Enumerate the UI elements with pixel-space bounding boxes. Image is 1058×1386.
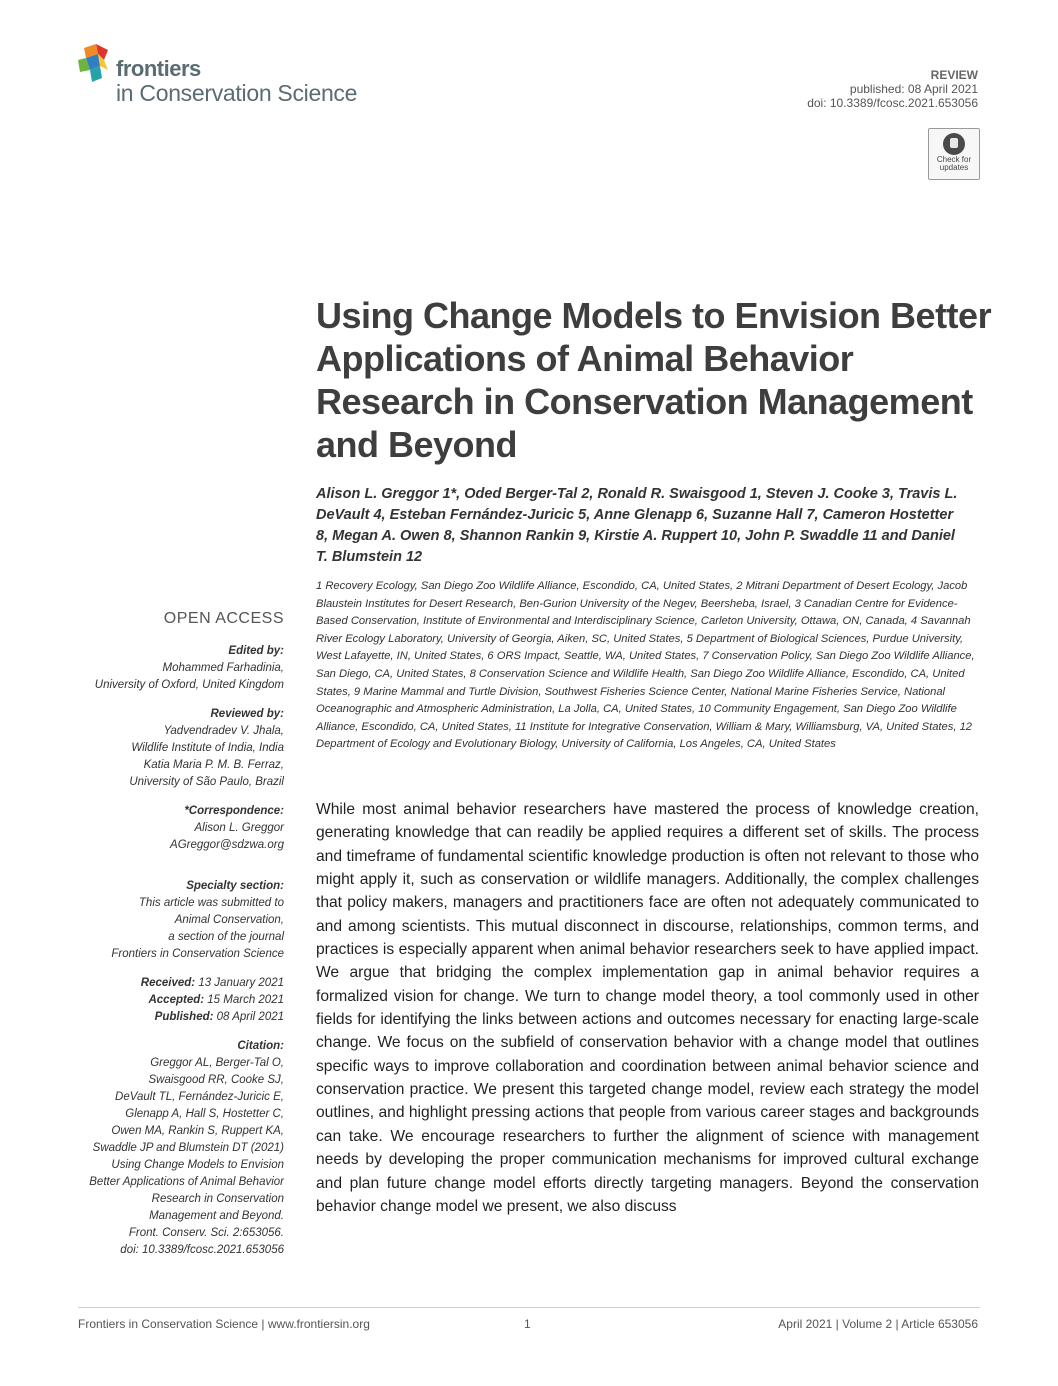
reviewer-name: Katia Maria P. M. B. Ferraz, (143, 759, 284, 771)
citation-line: Using Change Models to Envision (111, 1159, 284, 1171)
published-date-sidebar: 08 April 2021 (216, 1011, 284, 1023)
correspondence-email[interactable]: AGreggor@sdzwa.org (170, 839, 284, 851)
journal-name: in Conservation Science (116, 80, 358, 106)
article-sidebar (70, 610, 284, 1271)
footer-divider (78, 1307, 980, 1308)
citation-line: Swaisgood RR, Cooke SJ, (148, 1074, 284, 1086)
accepted-row (70, 992, 284, 1009)
reviewer-affiliation: Wildlife Institute of India, India (131, 742, 284, 754)
specialty-line: Animal Conservation, (174, 914, 284, 926)
citation-line: Owen MA, Rankin S, Ruppert KA, (111, 1125, 284, 1137)
correspondence-name: Alison L. Greggor (194, 822, 284, 834)
published-date: published: 08 April 2021 (849, 82, 978, 96)
page-number: 1 (524, 1317, 531, 1331)
dates-section (70, 975, 284, 1026)
accepted-label: Accepted: (148, 994, 205, 1006)
article-title: Using Change Models to Envision Better Applications of Animal Behavior Research in Conservation Management and Beyond (316, 295, 992, 465)
citation-line: Research in Conservation (151, 1193, 284, 1205)
article-type: REVIEW (930, 68, 978, 82)
footer-volume: April 2021 | Volume 2 | Article 653056 (778, 1317, 978, 1331)
specialty-line: a section of the journal (168, 931, 284, 943)
citation-line: Greggor AL, Berger-Tal O, (150, 1057, 284, 1069)
affiliations: 1 Recovery Ecology, San Diego Zoo Wildlife Alliance, Escondido, CA, United States, 2 Mitrani Department of Desert Ecology, Jacob Blaustein Institutes for Desert Research, Ben-Gurion University of the Negev, Beersheba, Israel, 3 Canadian Centre for Evidence-Based Conservation, Institute of Environmental and Interdisciplinary Science, Carleton University, Ottawa, ON, Canada, 4 Savannah River Ecology Laboratory, University of Georgia, Aiken, SC, United States, 5 Department of Biological Sciences, Purdue University, West Lafayette, IN, United States, 6 ORS Impact, Seattle, WA, United States, 7 Conservation Policy, San Diego Zoo Wildlife Alliance, San Diego, CA, United States, 8 Conservation Science and Wildlife Health, San Diego Zoo Wildlife Alliance, Escondido, CA, United States, 9 Marine Mammal and Turtle Division, Southwest Fisheries Science Center, National Marine Fisheries Service, National Oceanographic and Atmospheric Administration, La Jolla, CA, United States, 10 Community Engagement, San Diego Zoo Wildlife Alliance, Escondido, CA, United States, 11 Institute for Integrative Conservation, William & Mary, Williamsburg, VA, United States, 12 Department of Ecology and Evolutionary Biology, University of California, Los Angeles, CA, United States (316, 580, 975, 751)
citation-line: Swaddle JP and Blumstein DT (2021) (92, 1142, 284, 1154)
received-date: 13 January 2021 (198, 977, 284, 989)
citation-line: Glenapp A, Hall S, Hostetter C, (125, 1108, 284, 1120)
check-label-line1: Check for (936, 155, 972, 164)
specialty-line: This article was submitted to (138, 897, 284, 909)
accepted-date: 15 March 2021 (207, 994, 284, 1006)
edited-by-section (70, 643, 284, 694)
editor-affiliation: University of Oxford, United Kingdom (94, 679, 284, 691)
author-list: Alison L. Greggor 1*, Oded Berger-Tal 2, Ronald R. Swaisgood 1, Steven J. Cooke 3, Travis L. DeVault 4, Esteban Fernández-Juricic 5, Anne Glenapp 6, Suzanne Hall 7, Cameron Hostetter 8, Megan A. Owen 8, Shannon Rankin 9, Kirstie A. Ruppert 10, John P. Swaddle 11 and Daniel T. Blumstein 12 (316, 486, 958, 565)
citation-section (70, 1038, 284, 1259)
reviewer-affiliation: University of São Paulo, Brazil (129, 776, 284, 788)
frontiers-logo-icon (78, 44, 114, 84)
citation-line[interactable]: doi: 10.3389/fcosc.2021.653056 (120, 1244, 284, 1256)
edited-by-label: Edited by: (228, 645, 284, 657)
article-doi[interactable]: doi: 10.3389/fcosc.2021.653056 (807, 96, 978, 110)
citation-line: DeVault TL, Fernández-Juricic E, (115, 1091, 284, 1103)
abstract-text: While most animal behavior researchers have mastered the process of knowledge creation, generating knowledge that can readily be applied requires a different set of skills. The process and timeframe of fundamental scientific knowledge production is often not relevant to those who might apply it, such as conservation or wildlife managers. Additionally, the complex challenges that policy makers, managers and practitioners face are often not adequately communicated to and among scientists. This mutual disconnect in discourse, relationships, common terms, and practices is especially apparent when animal behavior researchers seek to have applied impact. We argue that bridging the complex implementation gap in animal behavior requires a formalized vision for change. We turn to change model theory, a tool commonly used in other fields for identifying the links between actions and outcomes necessary for enacting large-scale change. We focus on the subfield of conservation behavior with a change model that outlines specific ways to improve collaboration and coordination between animal behavior science and conservation practice. We present this targeted change model, review each strategy the model outlines, and highlight pressing actions that people from various career stages and backgrounds can take. We encourage researchers to further the alignment of science with management needs by developing the proper communication mechanisms for improved cultural exchange and plan future change model efforts directly targeting managers. Beyond the conservation behavior change model we present, we also discuss (316, 801, 979, 1215)
reviewed-by-label: Reviewed by: (210, 708, 284, 720)
received-row (70, 975, 284, 992)
check-label-line2: updates (939, 163, 969, 172)
editor-name: Mohammed Farhadinia, (162, 662, 284, 674)
article-meta (807, 68, 978, 110)
correspondence-section (70, 803, 284, 854)
journal-logo[interactable] (78, 44, 398, 104)
specialty-label: Specialty section: (186, 880, 284, 892)
citation-label: Citation: (237, 1040, 284, 1052)
received-label: Received: (140, 977, 196, 989)
published-row (70, 1009, 284, 1026)
reviewed-by-section (70, 706, 284, 791)
citation-line: Better Applications of Animal Behavior (89, 1176, 284, 1188)
reviewer-name: Yadvendradev V. Jhala, (163, 725, 284, 737)
citation-line: Management and Beyond. (149, 1210, 284, 1222)
check-for-updates-badge[interactable] (928, 128, 980, 180)
correspondence-label: *Correspondence: (184, 805, 284, 817)
brand-name: frontiers (116, 56, 201, 81)
bookmark-icon (943, 133, 965, 155)
citation-line: Front. Conserv. Sci. 2:653056. (128, 1227, 284, 1239)
published-label: Published: (154, 1011, 214, 1023)
open-access-label: OPEN ACCESS (163, 610, 284, 627)
specialty-section (70, 878, 284, 963)
specialty-line: Frontiers in Conservation Science (111, 948, 284, 960)
footer-journal[interactable]: Frontiers in Conservation Science | www.frontiersin.org (78, 1317, 370, 1331)
